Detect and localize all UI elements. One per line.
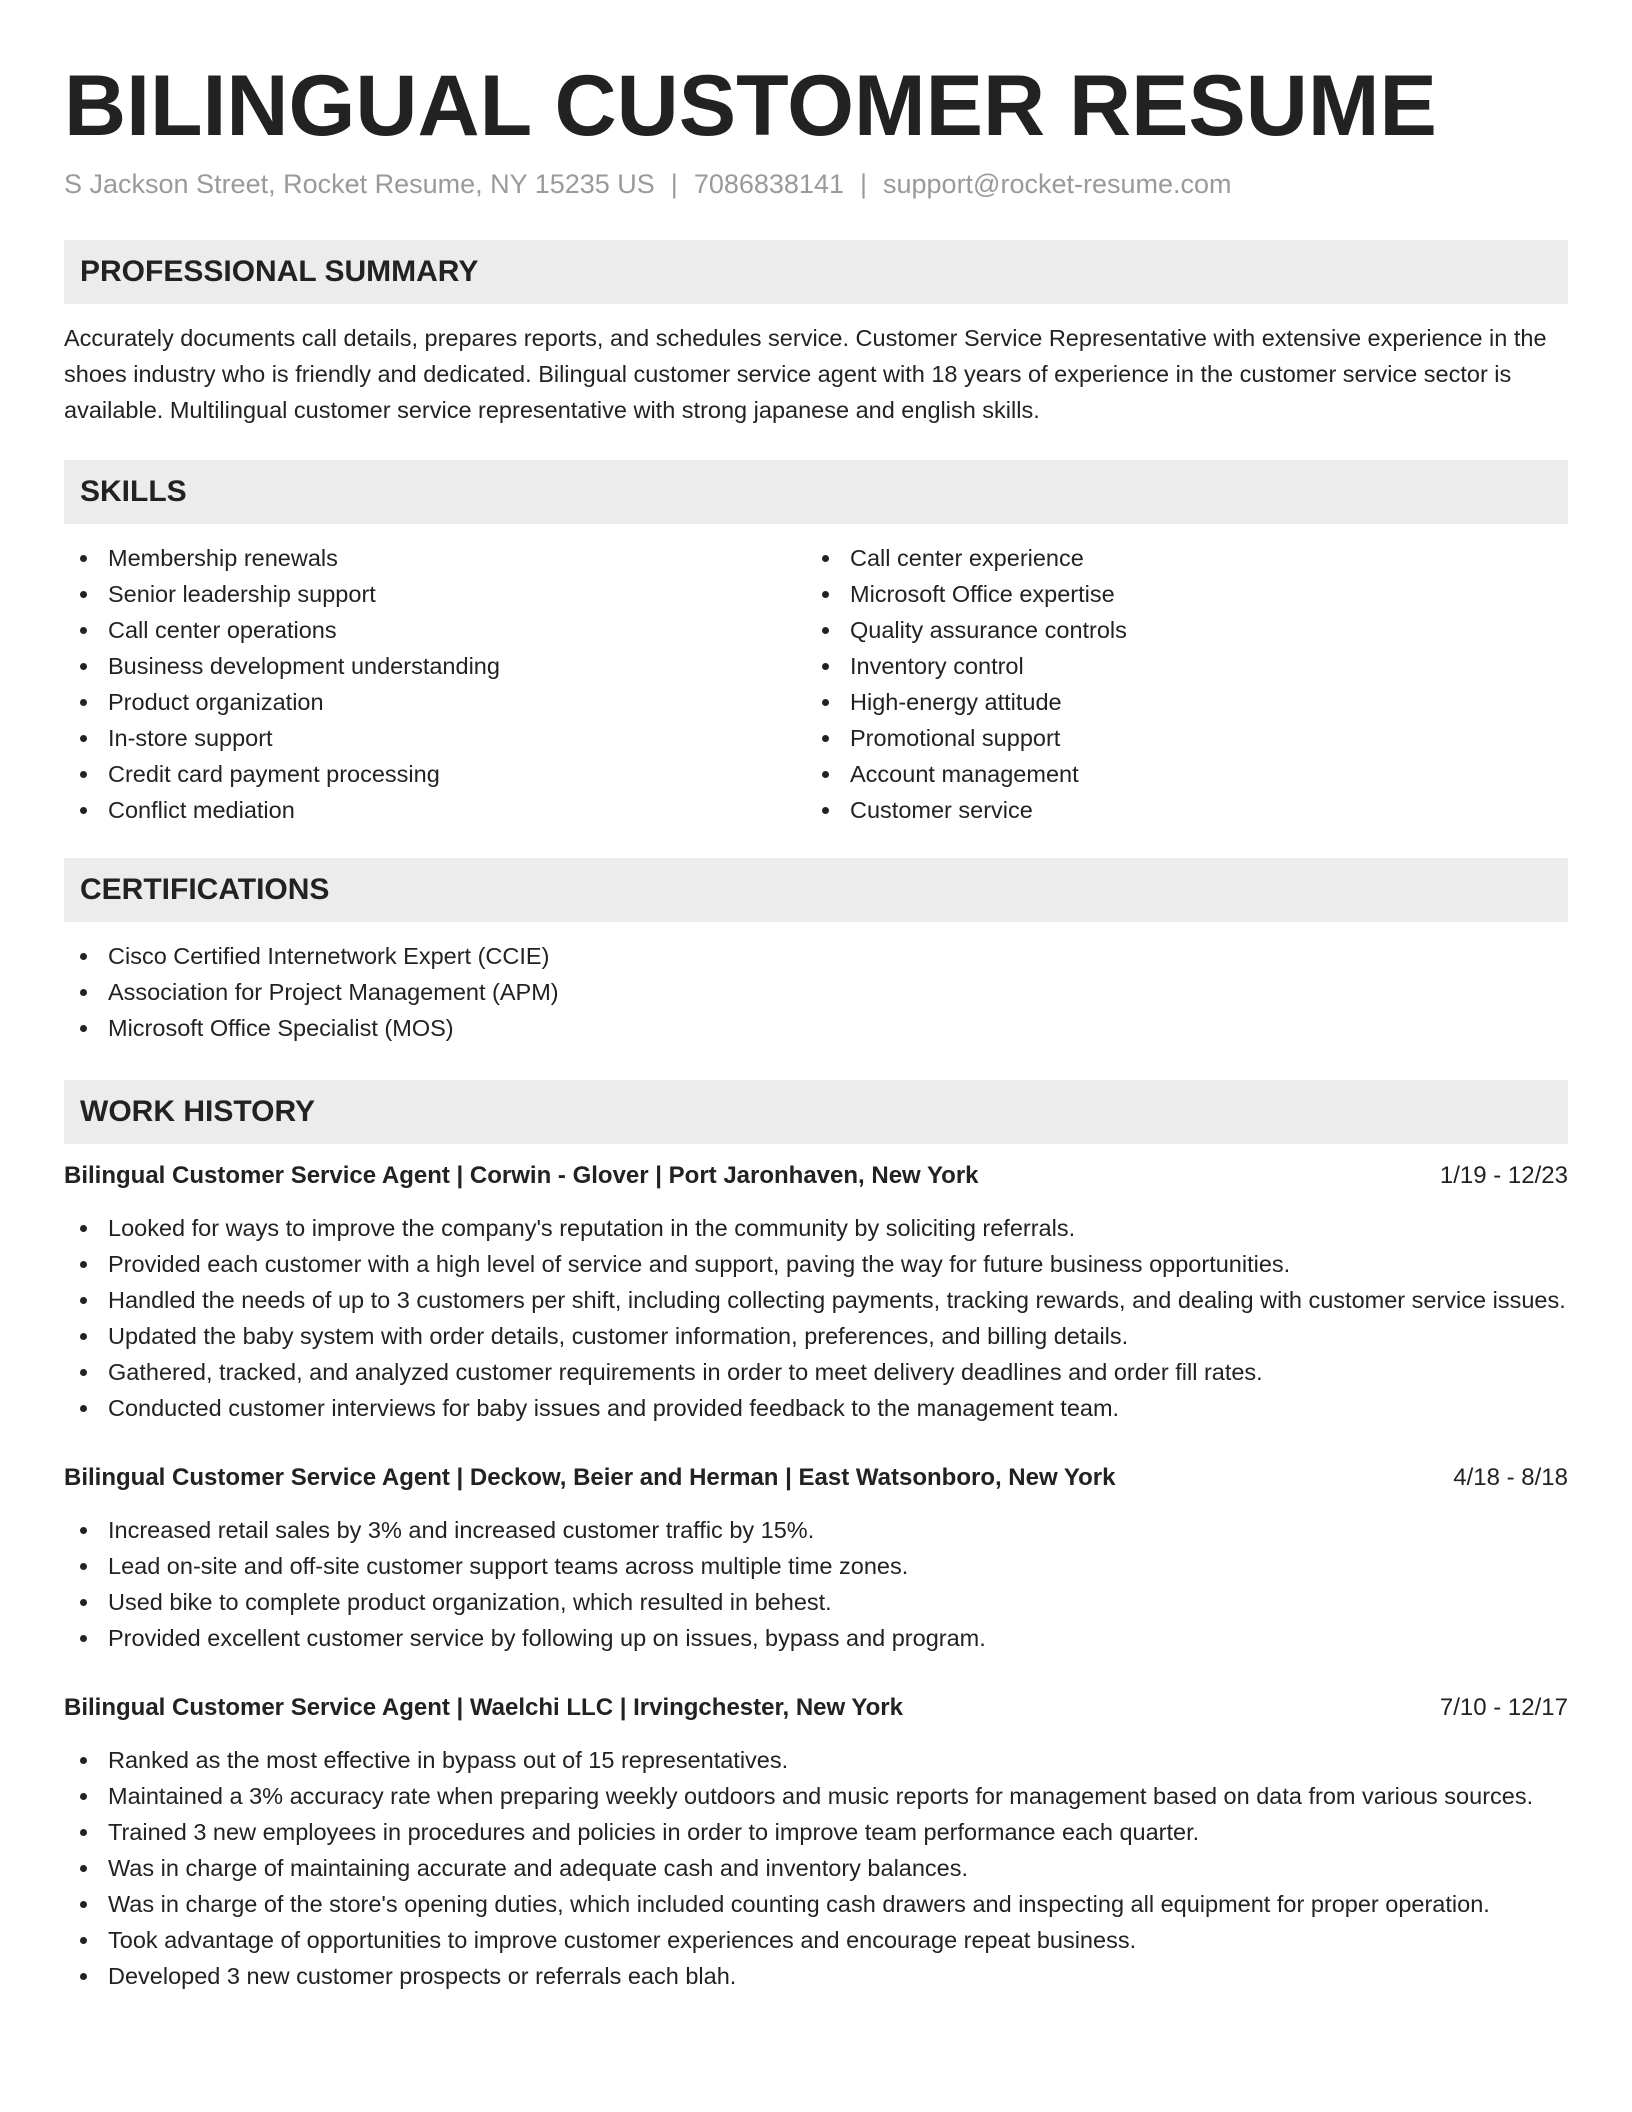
job-bullet: Maintained a 3% accuracy rate when preparing weekly outdoors and music reports for management based on data from various sources. xyxy=(64,1778,1568,1814)
skill-item: Conflict mediation xyxy=(64,792,806,828)
job-bullet: Increased retail sales by 3% and increased customer traffic by 15%. xyxy=(64,1512,1568,1548)
certification-item: Association for Project Management (APM) xyxy=(64,974,1568,1010)
job-title: Bilingual Customer Service Agent | Corwin - Glover | Port Jaronhaven, New York xyxy=(64,1162,979,1189)
job-bullet: Lead on-site and off-site customer support teams across multiple time zones. xyxy=(64,1548,1568,1584)
skill-item: Customer service xyxy=(806,792,1548,828)
contact-separator: | xyxy=(670,169,678,199)
job-title: Bilingual Customer Service Agent | Waelchi LLC | Irvingchester, New York xyxy=(64,1694,903,1721)
resume-page xyxy=(64,0,1568,1994)
job-dates: 7/10 - 12/17 xyxy=(1439,1694,1568,1721)
job-bullet: Provided excellent customer service by following up on issues, bypass and program. xyxy=(64,1620,1568,1656)
skill-item: Product organization xyxy=(64,684,806,720)
work-history-heading: WORK HISTORY xyxy=(64,1080,1568,1144)
job-bullet: Was in charge of maintaining accurate and adequate cash and inventory balances. xyxy=(64,1850,1568,1886)
job-bullet: Updated the baby system with order details, customer information, preferences, and billing details. xyxy=(64,1318,1568,1354)
job-dates: 1/19 - 12/23 xyxy=(1439,1162,1568,1189)
job-title: Bilingual Customer Service Agent | Deckow, Beier and Herman | East Watsonboro, New York xyxy=(64,1464,1116,1491)
job-bullet: Used bike to complete product organization, which resulted in behest. xyxy=(64,1584,1568,1620)
contact-email: support@rocket-resume.com xyxy=(883,169,1232,199)
skills-right-column xyxy=(806,540,1548,828)
skill-item: Senior leadership support xyxy=(64,576,806,612)
skill-item: Call center experience xyxy=(806,540,1548,576)
certifications-list xyxy=(64,938,1568,1046)
job-bullet: Handled the needs of up to 3 customers per shift, including collecting payments, tracking rewards, and dealing with customer service issues. xyxy=(64,1282,1568,1318)
summary-heading: PROFESSIONAL SUMMARY xyxy=(64,240,1568,304)
skills-left-column xyxy=(64,540,806,828)
job-dates: 4/18 - 8/18 xyxy=(1453,1464,1568,1491)
job-entry xyxy=(64,1158,1568,1426)
contact-address: S Jackson Street, Rocket Resume, NY 15235 US xyxy=(64,169,655,199)
skill-item: Account management xyxy=(806,756,1548,792)
skill-item: Credit card payment processing xyxy=(64,756,806,792)
certification-item: Cisco Certified Internetwork Expert (CCIE) xyxy=(64,938,1568,974)
job-bullet: Trained 3 new employees in procedures and policies in order to improve team performance each quarter. xyxy=(64,1814,1568,1850)
skill-item: Inventory control xyxy=(806,648,1548,684)
contact-line xyxy=(64,166,1568,202)
job-header xyxy=(64,1460,1568,1496)
job-bullet: Developed 3 new customer prospects or referrals each blah. xyxy=(64,1958,1568,1994)
job-bullets xyxy=(64,1210,1568,1426)
skills-grid xyxy=(64,540,1568,828)
skill-item: Microsoft Office expertise xyxy=(806,576,1548,612)
job-bullet: Conducted customer interviews for baby issues and provided feedback to the management team. xyxy=(64,1390,1568,1426)
job-bullet: Gathered, tracked, and analyzed customer requirements in order to meet delivery deadlines and order fill rates. xyxy=(64,1354,1568,1390)
job-bullet: Looked for ways to improve the company's reputation in the community by soliciting referrals. xyxy=(64,1210,1568,1246)
contact-phone: 7086838141 xyxy=(693,169,844,199)
summary-text: Accurately documents call details, prepares reports, and schedules service. Customer Service Representative with extensive experience in the shoes industry who is friendly and dedicated. Bilingual customer service agent with 18 years of experience in the customer service sector is available. Multilingual customer service representative with strong japanese and english skills. xyxy=(64,325,1547,423)
job-bullet: Provided each customer with a high level of service and support, paving the way for future business opportunities. xyxy=(64,1246,1568,1282)
job-bullets xyxy=(64,1512,1568,1656)
contact-separator: | xyxy=(859,169,867,199)
certification-item: Microsoft Office Specialist (MOS) xyxy=(64,1010,1568,1046)
skill-item: Quality assurance controls xyxy=(806,612,1548,648)
job-bullets xyxy=(64,1742,1568,1994)
certifications-heading: CERTIFICATIONS xyxy=(64,858,1568,922)
skill-item: In-store support xyxy=(64,720,806,756)
job-header xyxy=(64,1690,1568,1726)
job-entry xyxy=(64,1460,1568,1656)
skill-item: Promotional support xyxy=(806,720,1548,756)
skill-item: Membership renewals xyxy=(64,540,806,576)
skill-item: Business development understanding xyxy=(64,648,806,684)
job-bullet: Took advantage of opportunities to improve customer experiences and encourage repeat business. xyxy=(64,1922,1568,1958)
resume-title: BILINGUAL CUSTOMER RESUME xyxy=(64,58,1437,154)
job-bullet: Was in charge of the store's opening duties, which included counting cash drawers and inspecting all equipment for proper operation. xyxy=(64,1886,1568,1922)
skill-item: High-energy attitude xyxy=(806,684,1548,720)
skills-heading: SKILLS xyxy=(64,460,1568,524)
skill-item: Call center operations xyxy=(64,612,806,648)
job-entry xyxy=(64,1690,1568,1994)
job-bullet: Ranked as the most effective in bypass out of 15 representatives. xyxy=(64,1742,1568,1778)
job-header xyxy=(64,1158,1568,1194)
